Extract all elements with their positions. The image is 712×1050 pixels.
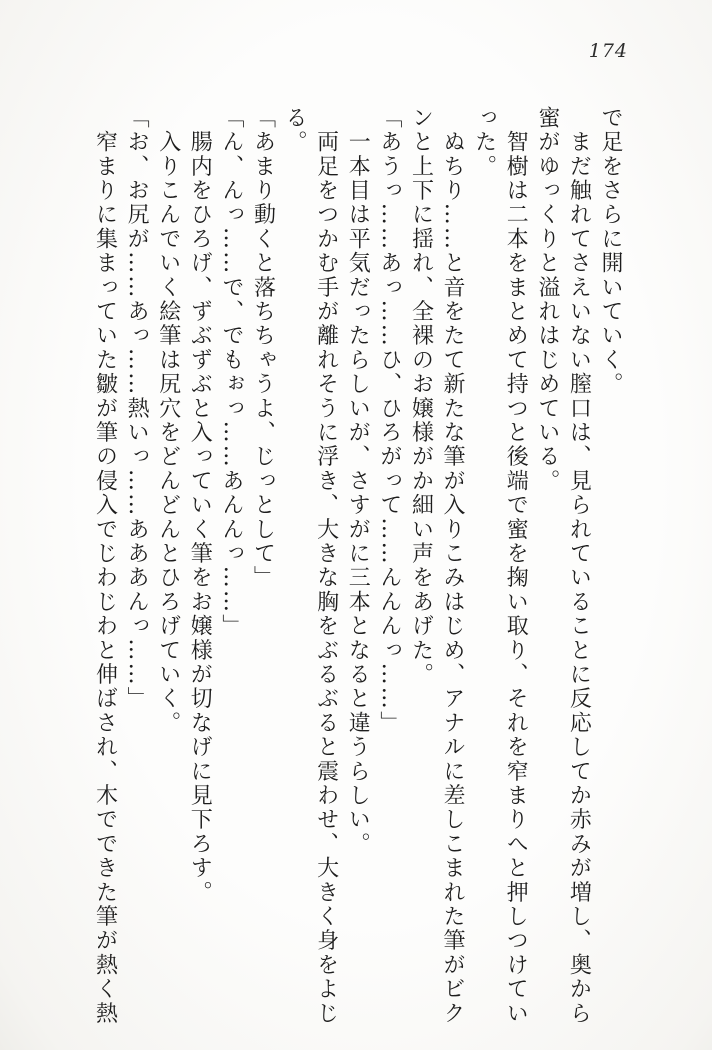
text-line: 「ん、んっ……で、でもぉっ……あんんっ……」 bbox=[218, 106, 244, 639]
vertical-text-block bbox=[89, 106, 626, 1046]
text-line: 入りこんでいく絵筆は尻穴をどんどんとひろげていく。 bbox=[155, 106, 181, 736]
text-line: 一本目は平気だったらしいが、さすがに三本となると違うらしい。 bbox=[345, 106, 371, 857]
text-line: 蜜がゆっくりと溢れはじめている。 bbox=[534, 106, 560, 494]
text-line: ぬちり……と音をたて新たな筆が入りこみはじめ、アナルに差しこまれた筆がビク bbox=[440, 106, 466, 1026]
text-line: 智樹は二本をまとめて持つと後端で蜜を掬い取り、それを窄まりへと押しつけてい bbox=[503, 106, 529, 1026]
text-line: まだ触れてさえいない膣口は、見られていることに反応してか赤みが増し、奥から bbox=[566, 106, 592, 1026]
text-line: ンと上下に揺れ、全裸のお嬢様がか細い声をあげた。 bbox=[408, 106, 434, 687]
text-line: で足をさらに開いていく。 bbox=[598, 106, 623, 397]
text-line: 「お、お尻が……あっ……熱いっ……あああんっ……」 bbox=[124, 106, 150, 711]
page-number: 174 bbox=[588, 40, 628, 62]
text-line: 窄まりに集まっていた皺が筆の侵入でじわじわと伸ばされ、木でできた筆が熱く熱 bbox=[92, 106, 118, 1026]
text-line: 両足をつかむ手が離れそうに浮き、大きな胸をぶるぶると震わせ、大きく身をよじ bbox=[313, 106, 339, 1026]
text-line: 「あまり動くと落ちちゃうよ、じっとして」 bbox=[250, 106, 276, 590]
text-line: 腸内をひろげ、ずぶずぶと入っていく筆をお嬢様が切なげに見下ろす。 bbox=[187, 106, 213, 905]
text-line: った。 bbox=[471, 106, 497, 179]
text-line: る。 bbox=[282, 106, 308, 155]
text-line: 「あうっ……あっ……ひ、ひろがって……んんんっ……」 bbox=[376, 106, 402, 736]
